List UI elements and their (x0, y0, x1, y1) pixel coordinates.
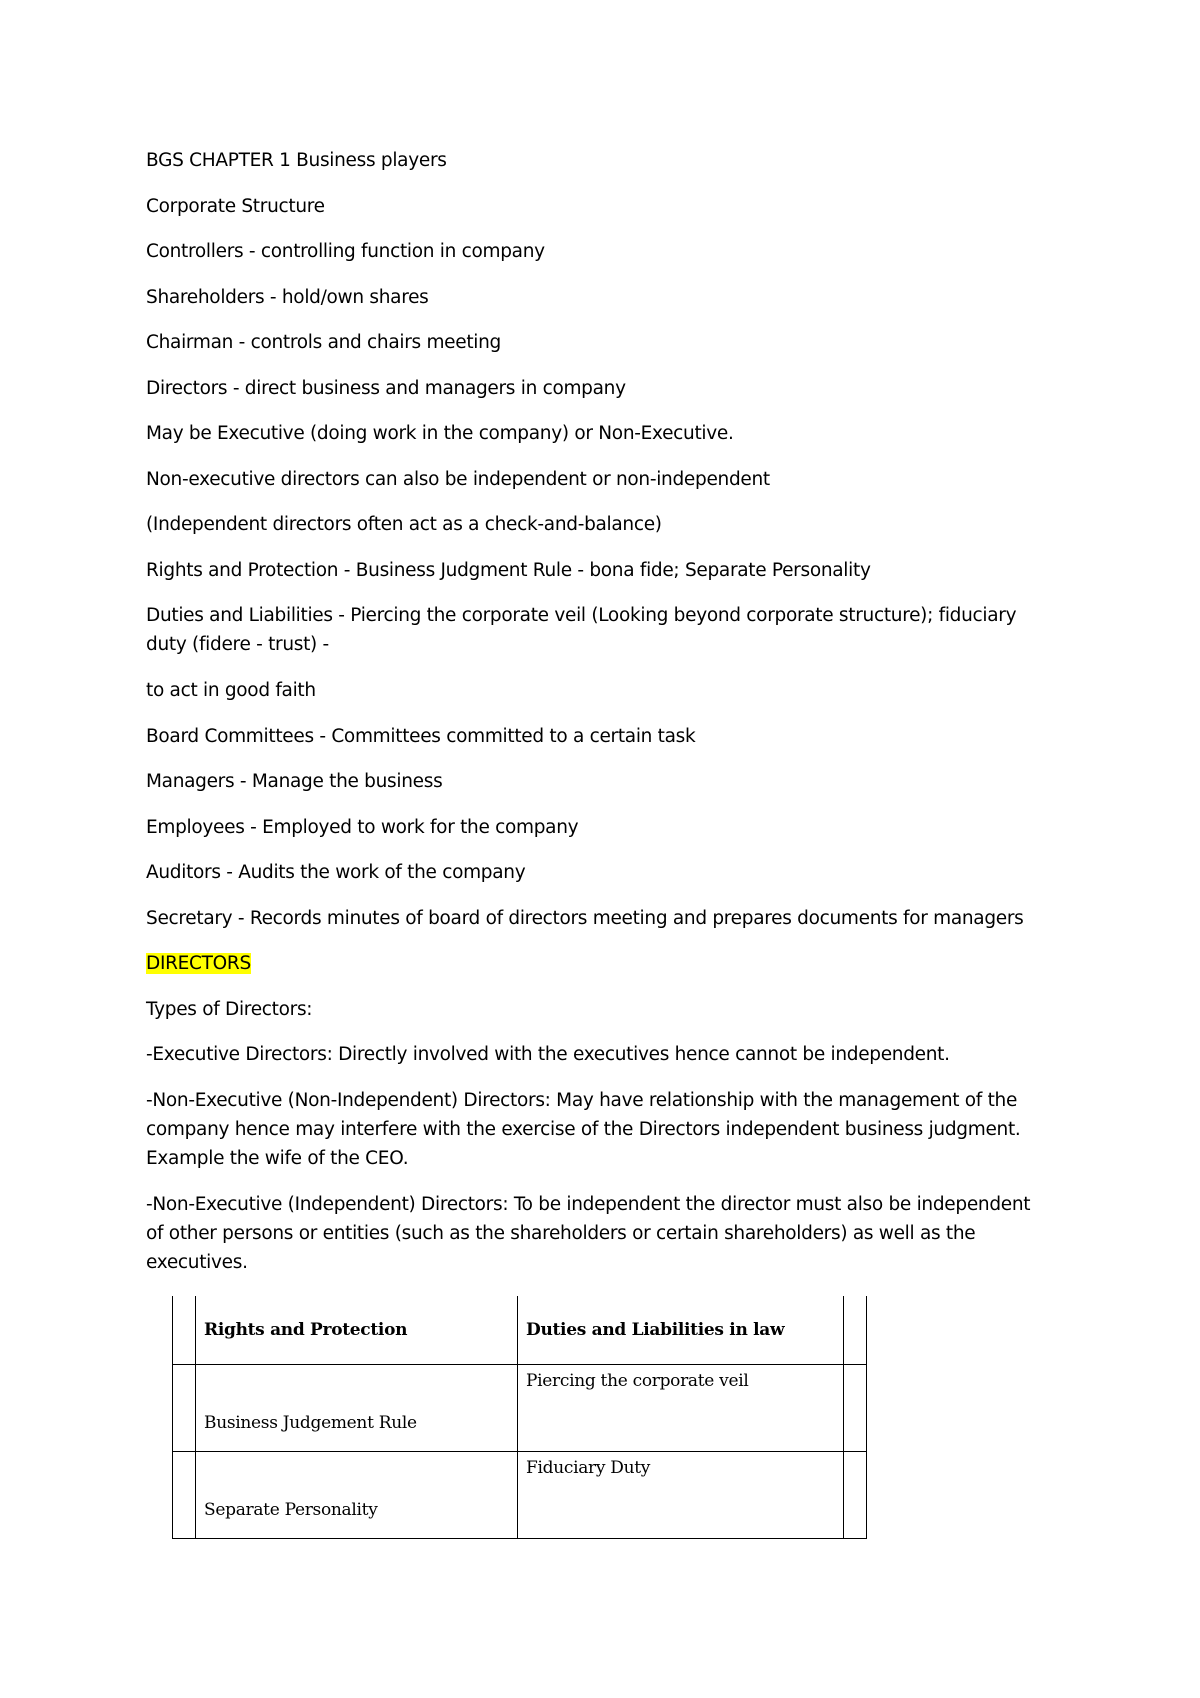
paragraph: Board Committees - Committees committed to a certain task (146, 726, 696, 747)
table-cell: Fiduciary Duty (518, 1452, 844, 1539)
paragraph: (Independent directors often act as a check-and-balance) (146, 514, 662, 535)
paragraph: Chairman - controls and chairs meeting (146, 332, 501, 353)
document-title: BGS CHAPTER 1 Business players (146, 150, 447, 171)
paragraph: Types of Directors: (146, 999, 313, 1020)
table-header-cell: Duties and Liabilities in law (518, 1296, 844, 1365)
table-row (173, 1365, 867, 1452)
table-header-row (173, 1296, 867, 1365)
paragraph: Secretary - Records minutes of board of directors meeting and prepares documents for managers (146, 908, 1024, 929)
paragraph: -Non-Executive (Non-Independent) Directors: May have relationship with the management of the company hence may interfere with the exercise of the Directors independent business judgment. Example the wife of the CEO. (146, 1090, 1021, 1169)
paragraph: Controllers - controlling function in company (146, 241, 545, 262)
paragraph: -Executive Directors: Directly involved with the executives hence cannot be independent. (146, 1044, 950, 1065)
table-edge-cell (844, 1296, 867, 1365)
paragraph: Managers - Manage the business (146, 771, 443, 792)
paragraph: to act in good faith (146, 680, 316, 701)
paragraph: Non-executive directors can also be independent or non-independent (146, 469, 770, 490)
paragraph: Duties and Liabilities - Piercing the corporate veil (Looking beyond corporate structure); fiduciary duty (fidere - trust) - (146, 605, 1017, 655)
paragraph: Directors - direct business and managers in company (146, 378, 626, 399)
table-row (173, 1452, 867, 1539)
table-edge-cell (173, 1452, 196, 1539)
paragraph: Shareholders - hold/own shares (146, 287, 429, 308)
table-edge-cell (173, 1365, 196, 1452)
section-heading (146, 949, 1046, 978)
paragraph: Corporate Structure (146, 196, 325, 217)
highlighted-heading: DIRECTORS (146, 953, 251, 974)
table-edge-cell (173, 1296, 196, 1365)
table-edge-cell (844, 1365, 867, 1452)
table-cell: Separate Personality (196, 1452, 518, 1539)
paragraph: -Non-Executive (Independent) Directors: To be independent the director must also be independent of other persons or entities (such as the shareholders or certain shareholders) as well as the executives. (146, 1194, 1031, 1273)
paragraph: May be Executive (doing work in the company) or Non-Executive. (146, 423, 734, 444)
table-cell: Piercing the corporate veil (518, 1365, 844, 1452)
table-header-cell: Rights and Protection (196, 1296, 518, 1365)
rights-duties-table (172, 1296, 867, 1539)
table-cell: Business Judgement Rule (196, 1365, 518, 1452)
paragraph: Auditors - Audits the work of the company (146, 862, 526, 883)
table-edge-cell (844, 1452, 867, 1539)
paragraph: Rights and Protection - Business Judgment Rule - bona fide; Separate Personality (146, 560, 871, 581)
paragraph: Employees - Employed to work for the company (146, 817, 579, 838)
